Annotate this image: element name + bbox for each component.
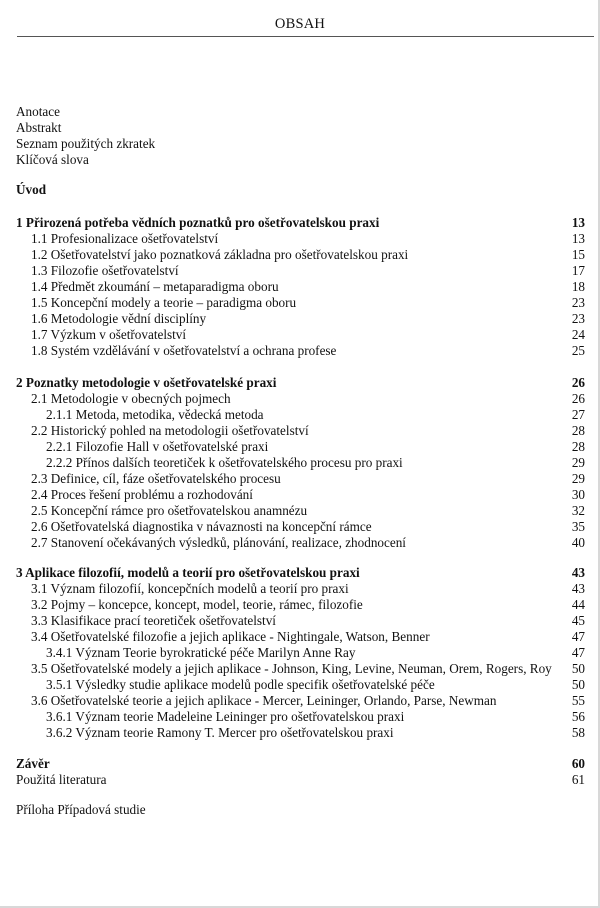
toc-entry[interactable] xyxy=(0,535,600,551)
toc-entry-label: 2.4 Proces řešení problému a rozhodování xyxy=(31,487,253,502)
toc-page-number: 29 xyxy=(571,471,585,486)
toc-entry-label: 2.2 Historický pohled na metodologii ošetřovatelství xyxy=(31,423,309,438)
page-title: OBSAH xyxy=(274,16,326,32)
toc-page-number: 30 xyxy=(571,487,585,502)
header-divider xyxy=(17,36,594,37)
toc-entry[interactable] xyxy=(0,519,600,535)
toc-entry-label: 2 Poznatky metodologie v ošetřovatelské praxi xyxy=(16,375,277,390)
toc-entry-label: 2.7 Stanovení očekávaných výsledků, plánování, realizace, zhodnocení xyxy=(31,535,406,550)
toc-entry[interactable] xyxy=(0,597,600,613)
toc-page-number: 35 xyxy=(571,519,585,534)
toc-entry-label: 2.2.2 Přínos dalších teoretiček k ošetřovatelského procesu pro praxi xyxy=(46,455,403,470)
toc-page-number: 17 xyxy=(571,263,585,278)
toc-entry-label: 3.5 Ošetřovatelské modely a jejich aplikace - Johnson, King, Levine, Neuman, Orem, Rogers, Roy xyxy=(31,661,552,676)
toc-entry-label: Klíčová slova xyxy=(16,152,89,167)
toc-page-number: 45 xyxy=(571,613,585,628)
toc-entry-label: 3.1 Význam filozofií, koncepčních modelů a teorií pro praxi xyxy=(31,581,349,596)
toc-entry[interactable] xyxy=(0,709,600,725)
toc-entry-conclusion[interactable] xyxy=(0,756,600,772)
toc-page-number: 28 xyxy=(571,439,585,454)
toc-entry-references[interactable] xyxy=(0,772,600,788)
toc-chapter-3[interactable] xyxy=(0,565,600,581)
toc-page-number: 60 xyxy=(571,756,585,771)
toc-entry-label: 3.6 Ošetřovatelské teorie a jejich aplikace - Mercer, Leininger, Orlando, Parse, Newman xyxy=(31,693,497,708)
toc-entry-label: 2.5 Koncepční rámce pro ošetřovatelskou anamnézu xyxy=(31,503,308,518)
toc-entry-abbreviations[interactable] xyxy=(0,136,600,152)
toc-page-number: 13 xyxy=(571,215,585,230)
toc-entry[interactable] xyxy=(0,661,600,677)
toc-entry[interactable] xyxy=(0,263,600,279)
toc-entry-label: 1.3 Filozofie ošetřovatelství xyxy=(31,263,179,278)
toc-entry-label: 2.2.1 Filozofie Hall v ošetřovatelské praxi xyxy=(46,439,269,454)
toc-page-number: 24 xyxy=(571,327,585,342)
toc-entry-label: 1.4 Předmět zkoumání – metaparadigma oboru xyxy=(31,279,279,294)
toc-entry-label: 2.1 Metodologie v obecných pojmech xyxy=(31,391,231,406)
toc-entry-label: 3.2 Pojmy – koncepce, koncept, model, teorie, rámec, filozofie xyxy=(31,597,363,612)
toc-entry-label: 2.6 Ošetřovatelská diagnostika v návaznosti na koncepční rámce xyxy=(31,519,372,534)
toc-entry-label: Příloha Případová studie xyxy=(16,802,146,817)
toc-page-number: 44 xyxy=(571,597,585,612)
toc-entry[interactable] xyxy=(0,247,600,263)
toc-entry[interactable] xyxy=(0,231,600,247)
toc-page-number: 50 xyxy=(571,677,585,692)
toc-entry-keywords[interactable] xyxy=(0,152,600,168)
toc-entry-label: 3.4.1 Význam Teorie byrokratické péče Marilyn Anne Ray xyxy=(46,645,356,660)
toc-entry-label: 2.1.1 Metoda, metodika, vědecká metoda xyxy=(46,407,264,422)
toc-entry-label: 3.3 Klasifikace prací teoretiček ošetřovatelství xyxy=(31,613,276,628)
toc-page-number: 23 xyxy=(571,295,585,310)
toc-entry-label: Úvod xyxy=(16,182,47,197)
toc-page-number: 27 xyxy=(571,407,585,422)
toc-entry-label: 2.3 Definice, cíl, fáze ošetřovatelského procesu xyxy=(31,471,281,486)
toc-entry-label: 1.5 Koncepční modely a teorie – paradigma oboru xyxy=(31,295,297,310)
toc-entry[interactable] xyxy=(0,581,600,597)
toc-entry-label: Anotace xyxy=(16,104,60,119)
toc-entry[interactable] xyxy=(0,343,600,359)
toc-entry[interactable] xyxy=(0,455,600,471)
toc-page-number: 55 xyxy=(571,693,585,708)
toc-entry-label: 1.2 Ošetřovatelství jako poznatková základna pro ošetřovatelskou praxi xyxy=(31,247,409,262)
toc-page-number: 43 xyxy=(571,581,585,596)
toc-page-number: 47 xyxy=(571,645,585,660)
toc-entry[interactable] xyxy=(0,487,600,503)
toc-page-number: 50 xyxy=(571,661,585,676)
toc-entry-label: 3.5.1 Výsledky studie aplikace modelů podle specifik ošetřovatelské péče xyxy=(46,677,435,692)
toc-entry-label: Seznam použitých zkratek xyxy=(16,136,156,151)
toc-entry[interactable] xyxy=(0,279,600,295)
toc-entry-label: 1.7 Výzkum v ošetřovatelství xyxy=(31,327,187,342)
toc-page-number: 56 xyxy=(571,709,585,724)
toc-entry[interactable] xyxy=(0,645,600,661)
toc-chapter-1[interactable] xyxy=(0,215,600,231)
toc-entry-label: 3.6.2 Význam teorie Ramony T. Mercer pro ošetřovatelskou praxi xyxy=(46,725,394,740)
toc-page-number: 43 xyxy=(571,565,585,580)
toc-entry[interactable] xyxy=(0,677,600,693)
toc-entry-label: 1.1 Profesionalizace ošetřovatelství xyxy=(31,231,219,246)
toc-entry[interactable] xyxy=(0,725,600,741)
toc-entry[interactable] xyxy=(0,439,600,455)
toc-entry[interactable] xyxy=(0,471,600,487)
toc-page-number: 47 xyxy=(571,629,585,644)
toc-entry-introduction[interactable] xyxy=(0,182,600,198)
toc-entry[interactable] xyxy=(0,693,600,709)
toc-page-number: 25 xyxy=(571,343,585,358)
toc-page-number: 29 xyxy=(571,455,585,470)
toc-page-number: 61 xyxy=(571,772,585,787)
toc-page-number: 26 xyxy=(571,375,585,390)
toc-entry-label: 1.8 Systém vzdělávání v ošetřovatelství a ochrana profese xyxy=(31,343,337,358)
toc-entry-abstract[interactable] xyxy=(0,120,600,136)
toc-page-number: 28 xyxy=(571,423,585,438)
toc-entry-label: 3.4 Ošetřovatelské filozofie a jejich aplikace - Nightingale, Watson, Benner xyxy=(31,629,430,644)
toc-page-number: 26 xyxy=(571,391,585,406)
toc-entry-label: Použitá literatura xyxy=(16,772,107,787)
toc-entry-annotation[interactable] xyxy=(0,104,600,120)
toc-page-number: 58 xyxy=(571,725,585,740)
toc-entry-label: 1.6 Metodologie vědní disciplíny xyxy=(31,311,207,326)
toc-entry[interactable] xyxy=(0,407,600,423)
toc-page-number: 40 xyxy=(571,535,585,550)
toc-page-number: 23 xyxy=(571,311,585,326)
toc-entry[interactable] xyxy=(0,311,600,327)
toc-entry[interactable] xyxy=(0,295,600,311)
toc-entry[interactable] xyxy=(0,503,600,519)
toc-page-number: 13 xyxy=(571,231,585,246)
toc-chapter-2[interactable] xyxy=(0,375,600,391)
toc-entry[interactable] xyxy=(0,423,600,439)
toc-entry-label: 3.6.1 Význam teorie Madeleine Leininger pro ošetřovatelskou praxi xyxy=(46,709,405,724)
toc-entry[interactable] xyxy=(0,629,600,645)
toc-entry-label: 1 Přirozená potřeba vědních poznatků pro ošetřovatelskou praxi xyxy=(16,215,380,230)
toc-page-number: 32 xyxy=(571,503,585,518)
toc-page-number: 15 xyxy=(571,247,585,262)
toc-entry-label: Abstrakt xyxy=(16,120,62,135)
toc-entry[interactable] xyxy=(0,327,600,343)
toc-entry-appendix[interactable] xyxy=(0,802,600,818)
toc-entry-label: Závěr xyxy=(16,756,50,771)
toc-entry[interactable] xyxy=(0,613,600,629)
toc-entry-label: 3 Aplikace filozofií, modelů a teorií pro ošetřovatelskou praxi xyxy=(16,565,360,580)
toc-entry[interactable] xyxy=(0,391,600,407)
toc-page-number: 18 xyxy=(571,279,585,294)
